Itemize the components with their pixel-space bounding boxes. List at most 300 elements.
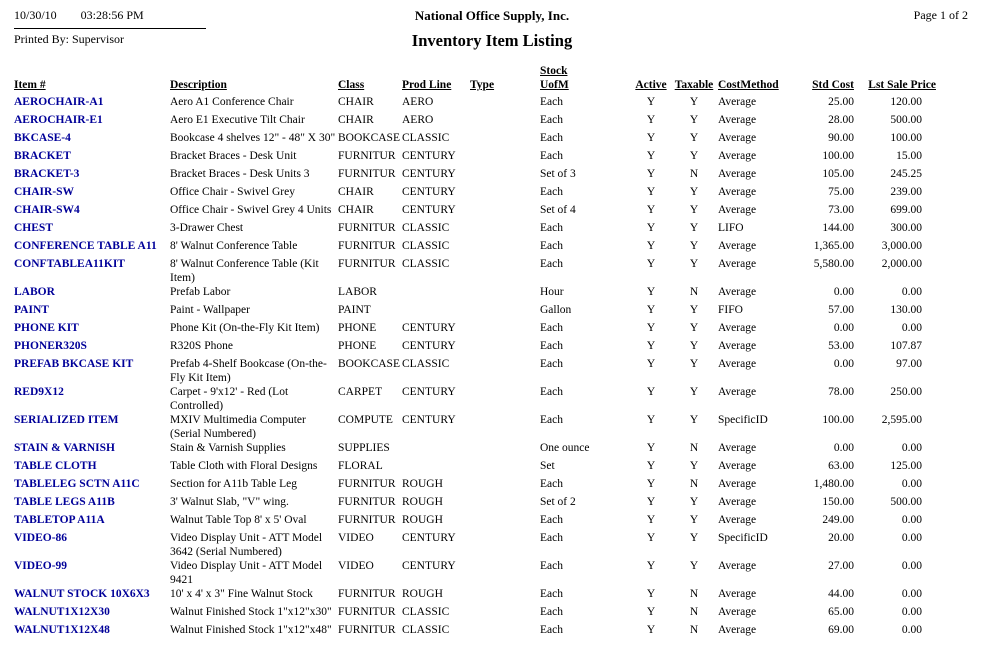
table-row [14,385,938,413]
cell-active: Y [646,258,656,270]
cell-cost-method: Average [717,514,757,526]
cell-class: LABOR [338,286,377,298]
cell-stock-uofm: Each [539,606,563,618]
cell-std-cost: 90.00 [828,132,854,144]
cell-prod-line [402,303,470,321]
cell-cost-method: Average [717,386,757,398]
cell-type [470,441,540,459]
cell-class: FURNITUR [338,606,396,618]
cell-active: Y [646,606,656,618]
cell-class: FURNITUR [338,478,396,490]
cell-type [470,285,540,303]
table-row [14,495,938,513]
cell-taxable: Y [689,386,699,398]
cell-lst-sale-price: 245.25 [890,168,922,180]
item-number-link[interactable]: BKCASE-4 [14,132,71,144]
cell-prod-line: CENTURY [401,204,456,216]
cell-description: Video Display Unit - ATT Model 9421 [170,560,323,586]
cell-std-cost: 100.00 [822,150,854,162]
cell-lst-sale-price: 100.00 [890,132,922,144]
cell-prod-line: CLASSIC [401,222,450,234]
cell-lst-sale-price: 2,595.00 [881,414,922,426]
cell-taxable: Y [689,204,699,216]
cell-active: Y [646,186,656,198]
table-header-row [14,64,938,95]
item-number-link[interactable]: PAINT [14,304,49,316]
table-row [14,441,938,459]
cell-cost-method: Average [717,478,757,490]
cell-prod-line: ROUGH [401,496,443,508]
cell-description: Walnut Finished Stock 1"x12"x30" [170,606,332,618]
cell-stock-uofm: Set of 2 [539,496,576,508]
cell-description: Aero E1 Executive Tilt Chair [170,114,305,126]
cell-stock-uofm: Each [539,478,563,490]
cell-class: FLORAL [338,460,383,472]
cell-type [470,495,540,513]
cell-prod-line: CENTURY [401,532,456,544]
report-header [14,6,970,56]
cell-description: Office Chair - Swivel Grey 4 Units [170,204,332,216]
item-number-link[interactable]: TABLE LEGS A11B [14,496,115,508]
cell-description: Bracket Braces - Desk Units 3 [170,168,310,180]
table-row [14,167,938,185]
cell-stock-uofm: Each [539,240,563,252]
col-header-description: Description [170,79,227,91]
table-row [14,257,938,285]
cell-type [470,221,540,239]
cell-class: CHAIR [338,96,374,108]
cell-type [470,531,540,559]
cell-cost-method: Average [717,358,757,370]
col-header-item-number: Item # [14,79,46,91]
cell-lst-sale-price: 107.87 [890,340,922,352]
cell-active: Y [646,588,656,600]
cell-class: BOOKCASE [338,358,400,370]
item-number-link[interactable]: BRACKET-3 [14,168,80,180]
cell-cost-method: Average [717,186,757,198]
inventory-table-body [14,95,938,641]
cell-taxable: Y [689,222,699,234]
cell-lst-sale-price: 0.00 [901,442,922,454]
cell-description: Paint - Wallpaper [170,304,250,316]
cell-prod-line: CLASSIC [401,624,450,636]
cell-cost-method: Average [717,606,757,618]
cell-class: CHAIR [338,204,374,216]
cell-class: CHAIR [338,186,374,198]
table-row [14,531,938,559]
cell-active: Y [646,322,656,334]
cell-description: Bracket Braces - Desk Unit [170,150,297,162]
table-row [14,459,938,477]
cell-taxable: Y [689,532,699,544]
cell-prod-line [402,285,470,303]
cell-description: Walnut Table Top 8' x 5' Oval [170,514,307,526]
item-number-link[interactable]: TABLETOP A11A [14,514,105,526]
cell-taxable: Y [689,240,699,252]
table-row [14,413,938,441]
cell-active: Y [646,414,656,426]
item-number-link[interactable]: SERIALIZED ITEM [14,414,119,426]
cell-taxable: Y [689,358,699,370]
cell-std-cost: 65.00 [828,606,854,618]
table-row [14,339,938,357]
report-time: 03:28:56 PM [80,8,144,22]
cell-class: FURNITUR [338,496,396,508]
cell-taxable: Y [689,414,699,426]
cell-taxable: Y [689,150,699,162]
cell-std-cost: 73.00 [828,204,854,216]
cell-type [470,559,540,587]
cell-class: FURNITUR [338,624,396,636]
report-title: Inventory Item Listing [411,31,573,50]
table-row [14,285,938,303]
item-number-link[interactable]: TABLELEG SCTN A11C [14,478,140,490]
cell-std-cost: 0.00 [833,358,854,370]
cell-description: 10' x 4' x 3" Fine Walnut Stock [170,588,313,600]
table-row [14,239,938,257]
item-number-link[interactable]: WALNUT1X12X48 [14,624,110,636]
cell-cost-method: Average [717,496,757,508]
cell-std-cost: 57.00 [828,304,854,316]
item-number-link[interactable]: BRACKET [14,150,71,162]
cell-lst-sale-price: 0.00 [901,588,922,600]
cell-class: FURNITUR [338,588,396,600]
cell-std-cost: 144.00 [822,222,854,234]
cell-lst-sale-price: 0.00 [901,478,922,490]
cell-description: Phone Kit (On-the-Fly Kit Item) [170,322,320,334]
cell-taxable: Y [689,258,699,270]
cell-stock-uofm: One ounce [539,442,590,454]
col-header-prod-line: Prod Line [401,79,452,91]
cell-stock-uofm: Set [539,460,555,472]
cell-lst-sale-price: 3,000.00 [881,240,922,252]
item-number-link[interactable]: PHONER320S [14,340,87,352]
cell-taxable: Y [689,114,699,126]
table-row [14,113,938,131]
cell-std-cost: 78.00 [828,386,854,398]
cell-stock-uofm: Set of 3 [539,168,576,180]
cell-prod-line: CENTURY [401,150,456,162]
cell-cost-method: Average [717,624,757,636]
col-header-class: Class [338,79,365,91]
cell-lst-sale-price: 500.00 [890,496,922,508]
item-number-link[interactable]: CHEST [14,222,53,234]
cell-stock-uofm: Each [539,96,563,108]
cell-prod-line: CENTURY [401,340,456,352]
cell-prod-line: AERO [401,114,434,126]
cell-description: 3' Walnut Slab, "V" wing. [170,496,289,508]
cell-std-cost: 150.00 [822,496,854,508]
cell-type [470,339,540,357]
cell-lst-sale-price: 300.00 [890,222,922,234]
cell-active: Y [646,222,656,234]
cell-lst-sale-price: 0.00 [901,514,922,526]
cell-stock-uofm: Each [539,186,563,198]
cell-active: Y [646,150,656,162]
cell-taxable: N [689,606,699,618]
cell-lst-sale-price: 0.00 [901,532,922,544]
table-row [14,221,938,239]
col-header-cost-method: CostMethod [717,79,779,91]
cell-prod-line [402,441,470,459]
cell-cost-method: Average [717,204,757,216]
cell-description: Office Chair - Swivel Grey [170,186,295,198]
col-header-std-cost: Std Cost [812,79,854,91]
cell-active: Y [646,304,656,316]
report-datetime [14,8,206,29]
table-row [14,587,938,605]
cell-stock-uofm: Each [539,132,563,144]
cell-cost-method: Average [717,460,757,472]
cell-taxable: Y [689,340,699,352]
item-number-link[interactable]: RED9X12 [14,386,64,398]
cell-prod-line: ROUGH [401,514,443,526]
table-row [14,321,938,339]
table-row [14,605,938,623]
item-number-link[interactable]: WALNUT STOCK 10X6X3 [14,588,150,600]
cell-active: Y [646,358,656,370]
cell-type [470,257,540,285]
cell-std-cost: 44.00 [828,588,854,600]
cell-stock-uofm: Each [539,514,563,526]
cell-active: Y [646,560,656,572]
cell-prod-line: CENTURY [401,414,456,426]
cell-prod-line: CENTURY [401,168,456,180]
cell-std-cost: 53.00 [828,340,854,352]
cell-stock-uofm: Each [539,222,563,234]
table-row [14,185,938,203]
cell-stock-uofm: Hour [539,286,564,298]
cell-taxable: N [689,442,699,454]
cell-cost-method: FIFO [717,304,743,316]
cell-std-cost: 0.00 [833,286,854,298]
item-number-link[interactable]: AEROCHAIR-E1 [14,114,103,126]
cell-class: VIDEO [338,560,374,572]
cell-description: 8' Walnut Conference Table (Kit Item) [170,258,319,284]
cell-prod-line: CENTURY [401,186,456,198]
cell-lst-sale-price: 500.00 [890,114,922,126]
cell-std-cost: 69.00 [828,624,854,636]
item-number-link[interactable]: CHAIR-SW4 [14,204,80,216]
cell-class: FURNITUR [338,168,396,180]
cell-type [470,113,540,131]
cell-prod-line [402,459,470,477]
cell-lst-sale-price: 250.00 [890,386,922,398]
cell-lst-sale-price: 130.00 [890,304,922,316]
cell-cost-method: Average [717,340,757,352]
cell-class: FURNITUR [338,150,396,162]
cell-description: Table Cloth with Floral Designs [170,460,318,472]
cell-std-cost: 27.00 [828,560,854,572]
cell-active: Y [646,532,656,544]
cell-description: MXIV Multimedia Computer (Serial Numbered) [170,414,306,440]
cell-stock-uofm: Each [539,624,563,636]
cell-description: Carpet - 9'x12' - Red (Lot Controlled) [170,386,289,412]
cell-std-cost: 1,480.00 [813,478,854,490]
cell-class: CHAIR [338,114,374,126]
table-row [14,95,938,113]
cell-taxable: Y [689,132,699,144]
cell-class: FURNITUR [338,514,396,526]
cell-prod-line: CENTURY [401,322,456,334]
cell-class: FURNITUR [338,240,396,252]
item-number-link[interactable]: AEROCHAIR-A1 [14,96,104,108]
cell-std-cost: 25.00 [828,96,854,108]
cell-stock-uofm: Each [539,340,563,352]
col-header-taxable: Taxable [674,79,714,91]
cell-stock-uofm: Gallon [539,304,572,316]
item-number-link[interactable]: STAIN & VARNISH [14,442,115,454]
cell-std-cost: 20.00 [828,532,854,544]
cell-lst-sale-price: 0.00 [901,560,922,572]
cell-type [470,587,540,605]
cell-type [470,239,540,257]
cell-active: Y [646,442,656,454]
item-number-link[interactable]: LABOR [14,286,55,298]
cell-stock-uofm: Each [539,322,563,334]
cell-prod-line: ROUGH [401,478,443,490]
report-date: 10/30/10 [14,8,57,22]
cell-taxable: Y [689,460,699,472]
item-number-link[interactable]: PHONE KIT [14,322,79,334]
cell-prod-line: CLASSIC [401,358,450,370]
cell-taxable: Y [689,186,699,198]
cell-type [470,131,540,149]
cell-std-cost: 105.00 [822,168,854,180]
cell-cost-method: Average [717,132,757,144]
cell-cost-method: Average [717,240,757,252]
table-row [14,513,938,531]
cell-class: PAINT [338,304,371,316]
cell-active: Y [646,478,656,490]
cell-stock-uofm: Each [539,150,563,162]
table-row [14,623,938,641]
cell-type [470,303,540,321]
col-header-lst-sale-price: Lst Sale Price [868,79,936,91]
cell-lst-sale-price: 97.00 [896,358,922,370]
cell-description: 8' Walnut Conference Table [170,240,298,252]
cell-description: Bookcase 4 shelves 12" - 48" X 30" [170,132,336,144]
cell-cost-method: SpecificID [717,414,768,426]
cell-active: Y [646,460,656,472]
cell-type [470,185,540,203]
cell-type [470,605,540,623]
cell-type [470,149,540,167]
cell-prod-line: CLASSIC [401,258,450,270]
item-number-link[interactable]: PREFAB BKCASE KIT [14,358,134,370]
header-left [14,8,206,47]
cell-active: Y [646,132,656,144]
cell-class: FURNITUR [338,222,396,234]
cell-taxable: Y [689,304,699,316]
cell-stock-uofm: Each [539,114,563,126]
cell-cost-method: Average [717,114,757,126]
page-number: Page 1 of 2 [913,8,968,22]
cell-prod-line: CLASSIC [401,606,450,618]
cell-cost-method: Average [717,322,757,334]
item-number-link[interactable]: CONFERENCE TABLE A11 [14,240,157,252]
cell-std-cost: 100.00 [822,414,854,426]
cell-class: PHONE [338,340,377,352]
cell-lst-sale-price: 15.00 [896,150,922,162]
item-number-link[interactable]: CONFTABLEA11KIT [14,258,125,270]
cell-stock-uofm: Each [539,414,563,426]
cell-type [470,95,540,113]
col-header-type: Type [469,79,495,91]
cell-stock-uofm: Set of 4 [539,204,576,216]
table-row [14,131,938,149]
cell-taxable: Y [689,560,699,572]
cell-class: SUPPLIES [338,442,390,454]
cell-type [470,167,540,185]
table-row [14,149,938,167]
inventory-table [14,64,938,641]
cell-lst-sale-price: 699.00 [890,204,922,216]
cell-prod-line: CENTURY [401,560,456,572]
cell-lst-sale-price: 2,000.00 [881,258,922,270]
cell-taxable: N [689,168,699,180]
cell-active: Y [646,286,656,298]
cell-type [470,477,540,495]
col-header-uofm: UofM [539,79,569,91]
cell-active: Y [646,240,656,252]
item-number-link[interactable]: WALNUT1X12X30 [14,606,110,618]
table-row [14,477,938,495]
cell-taxable: Y [689,514,699,526]
item-number-link[interactable]: VIDEO-99 [14,560,68,572]
cell-class: VIDEO [338,532,374,544]
cell-lst-sale-price: 0.00 [901,286,922,298]
cell-description: Walnut Finished Stock 1"x12"x48" [170,624,332,636]
cell-type [470,321,540,339]
cell-taxable: N [689,624,699,636]
cell-description: Prefab 4-Shelf Bookcase (On-the-Fly Kit Item) [170,358,327,384]
cell-active: Y [646,386,656,398]
cell-std-cost: 5,580.00 [813,258,854,270]
cell-lst-sale-price: 120.00 [890,96,922,108]
cell-stock-uofm: Each [539,358,563,370]
cell-class: FURNITUR [338,258,396,270]
col-header-stock: Stock [539,65,568,77]
table-row [14,357,938,385]
cell-type [470,385,540,413]
cell-stock-uofm: Each [539,532,563,544]
cell-taxable: Y [689,96,699,108]
cell-class: CARPET [338,386,383,398]
cell-class: PHONE [338,322,377,334]
cell-active: Y [646,514,656,526]
cell-taxable: N [689,478,699,490]
printed-by: Printed By: Supervisor [14,32,124,46]
cell-stock-uofm: Each [539,258,563,270]
cell-lst-sale-price: 0.00 [901,624,922,636]
table-row [14,303,938,321]
cell-cost-method: Average [717,560,757,572]
cell-cost-method: Average [717,258,757,270]
cell-std-cost: 1,365.00 [813,240,854,252]
cell-active: Y [646,204,656,216]
cell-description: Section for A11b Table Leg [170,478,297,490]
item-number-link[interactable]: CHAIR-SW [14,186,75,198]
item-number-link[interactable]: TABLE CLOTH [14,460,97,472]
cell-lst-sale-price: 0.00 [901,322,922,334]
cell-std-cost: 63.00 [828,460,854,472]
item-number-link[interactable]: VIDEO-86 [14,532,68,544]
cell-prod-line: ROUGH [401,588,443,600]
cell-prod-line: CLASSIC [401,240,450,252]
cell-cost-method: Average [717,96,757,108]
cell-taxable: N [689,588,699,600]
